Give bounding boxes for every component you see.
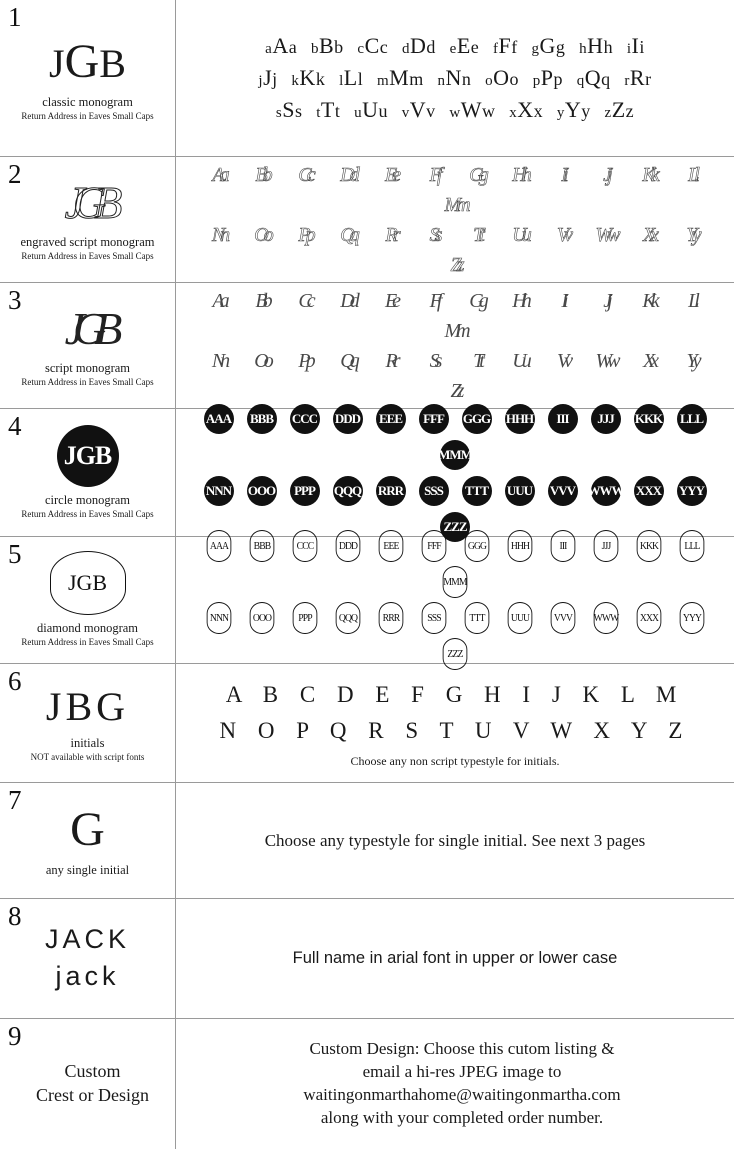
option-row-1 (0, 0, 734, 157)
circle-monogram-cell (455, 401, 498, 437)
alpha-triplet: hHh (579, 33, 614, 59)
diamond-monogram-cell (369, 528, 412, 564)
circle-monogram-cell (283, 401, 326, 437)
diamond-glyph: CCC (292, 530, 317, 562)
option-row-9 (0, 1019, 734, 1149)
option-9-note-line3: waitingonmarthahome@waitingonmartha.com (303, 1085, 621, 1104)
alpha-triplet: yYy (556, 96, 591, 122)
option-7-sample: G (70, 802, 105, 856)
diamond-monogram-cell (627, 528, 670, 564)
option-9-label (26, 1059, 149, 1108)
circle-monogram-cell (584, 401, 627, 437)
alpha-triplet: mMm (376, 65, 424, 91)
alpha-triplet: aAa (265, 33, 298, 59)
option-9-note (289, 1038, 620, 1130)
diamond-monogram-cell (498, 528, 541, 564)
option-4-right (176, 409, 734, 536)
monogram-cell: Aa (212, 289, 225, 312)
option-9-left (0, 1019, 176, 1149)
diamond-monogram-cell (283, 528, 326, 564)
monogram-grid-line-2 (184, 220, 726, 280)
alpha-triplet: gGg (531, 33, 566, 59)
monogram-cell: Yy (686, 223, 697, 246)
circle-glyph: AAA (204, 404, 234, 434)
option-9-note-line2: email a hi-res JPEG image to (362, 1062, 562, 1082)
option-1-right (176, 0, 734, 156)
diamond-glyph: NNN (206, 602, 231, 634)
alpha-triplet: vVv (401, 96, 436, 122)
monogram-cell: Nn (211, 223, 226, 246)
circle-monogram-cell (498, 401, 541, 437)
circle-glyph: KKK (634, 404, 664, 434)
monogram-cell: Xx (642, 223, 655, 246)
circle-monogram-cell (369, 401, 412, 437)
circle-glyph: ZZZ (440, 512, 470, 542)
monogram-grid-line-1 (184, 160, 726, 220)
circle-glyph: SSS (419, 476, 449, 506)
option-row-8 (0, 899, 734, 1019)
diamond-glyph: TTT (464, 602, 489, 634)
option-number-6: 6 (8, 666, 22, 696)
diamond-glyph: LLL (679, 530, 704, 562)
option-7-right (176, 783, 734, 898)
alpha-triplet: cCc (357, 33, 389, 59)
option-8-sample-lower: jack (55, 960, 120, 991)
option-3-left (0, 283, 176, 408)
circle-monogram-cell (197, 473, 240, 509)
circle-monogram-cell (412, 473, 455, 509)
option-4-subcaption: Return Address in Eaves Small Caps (21, 508, 154, 519)
diamond-grid-line-1 (184, 528, 726, 600)
diamond-glyph: AAA (206, 530, 231, 562)
diamond-monogram-cell (584, 600, 627, 636)
circle-monogram-cell (197, 401, 240, 437)
option-3-sample: JGB (64, 303, 111, 354)
monogram-cell: Vv (556, 223, 569, 246)
option-row-3 (0, 283, 734, 409)
monogram-cell: Ll (688, 289, 695, 312)
monogram-cell: Zz (450, 253, 460, 276)
circle-monogram-cell (584, 473, 627, 509)
alpha-triplet: zZz (604, 96, 635, 122)
option-row-4 (0, 409, 734, 537)
circle-monogram-cell (326, 401, 369, 437)
option-number-4: 4 (8, 411, 22, 441)
option-5-subcaption: Return Address in Eaves Small Caps (21, 637, 154, 647)
alpha-triplet: eEe (449, 33, 480, 59)
diamond-monogram-cell (326, 528, 369, 564)
circle-monogram-cell (283, 473, 326, 509)
diamond-monogram-cell (326, 600, 369, 636)
diamond-grid-line-2 (184, 600, 726, 672)
diamond-glyph: PPP (292, 602, 317, 634)
option-1-caption: classic monogram (42, 94, 133, 109)
diamond-glyph: XXX (636, 602, 661, 634)
option-4-sample: JGB (57, 425, 119, 487)
monogram-cell: Rr (385, 349, 396, 372)
option-2-sample: JGB (64, 177, 111, 228)
circle-glyph: WWW (591, 476, 621, 506)
monogram-cell: Ff (429, 163, 438, 186)
monogram-cell: Uu (512, 349, 527, 372)
diamond-glyph: OOO (249, 602, 274, 634)
monogram-cell: Uu (512, 223, 527, 246)
option-1-sample: JGB (49, 34, 126, 88)
diamond-glyph: HHH (507, 530, 532, 562)
plain-alphabet-line-1: A B C D E F G H I J K L M (225, 681, 685, 707)
monogram-cell: Mm (444, 319, 466, 342)
option-row-6 (0, 664, 734, 783)
circle-monogram-cell (412, 401, 455, 437)
diamond-glyph: DDD (335, 530, 360, 562)
diamond-monogram-cell (498, 600, 541, 636)
option-8-note: Full name in arial font in upper or lower case (292, 949, 618, 967)
monogram-cell: Cc (298, 163, 311, 186)
circle-glyph: XXX (634, 476, 664, 506)
monogram-cell: Jj (603, 163, 608, 186)
circle-glyph: HHH (505, 404, 535, 434)
monogram-cell: Oo (254, 223, 269, 246)
option-2-caption: engraved script monogram (20, 235, 155, 249)
alphabet-line-3 (272, 94, 638, 126)
option-1-left (0, 0, 176, 156)
diamond-monogram-cell (240, 528, 283, 564)
monogram-cell: Rr (385, 223, 396, 246)
monogram-cell: Qq (340, 223, 355, 246)
option-5-sample: JGB (50, 551, 126, 615)
option-number-7: 7 (8, 785, 22, 815)
option-2-subcaption: Return Address in Eaves Small Caps (21, 251, 154, 261)
monogram-cell: Zz (450, 379, 460, 402)
alpha-triplet: uUu (354, 96, 388, 122)
option-row-2 (0, 157, 734, 283)
circle-monogram-cell (240, 401, 283, 437)
circle-monogram-cell (627, 473, 670, 509)
circle-grid-line-1 (184, 401, 726, 473)
option-8-sample-upper: JACK (44, 924, 131, 955)
monogram-cell: Dd (340, 163, 355, 186)
option-5-left (0, 537, 176, 663)
diamond-glyph: KKK (636, 530, 661, 562)
monogram-cell: Kk (642, 163, 655, 186)
monogram-cell: Hh (512, 289, 527, 312)
monogram-cell: Oo (254, 349, 269, 372)
alpha-triplet: tTt (316, 96, 341, 122)
circle-glyph: DDD (333, 404, 363, 434)
alpha-triplet: nNn (437, 65, 472, 91)
monogram-cell: Aa (212, 163, 225, 186)
option-6-subcaption: NOT available with script fonts (30, 751, 145, 762)
option-9-label-line2: Crest or Design (36, 1085, 149, 1105)
option-3-subcaption: Return Address in Eaves Small Caps (21, 377, 154, 387)
diamond-glyph: WWW (593, 602, 618, 634)
diamond-monogram-cell (369, 600, 412, 636)
circle-monogram-cell (240, 473, 283, 509)
diamond-glyph: EEE (378, 530, 403, 562)
circle-glyph: EEE (376, 404, 406, 434)
option-1-subcaption: Return Address in Eaves Small Caps (21, 110, 154, 121)
option-4-caption: circle monogram (44, 492, 131, 507)
option-6-caption: initials (70, 735, 105, 750)
monogram-cell: Pp (298, 349, 311, 372)
circle-monogram-cell (670, 401, 713, 437)
monogram-cell: Xx (642, 349, 655, 372)
circle-monogram-cell (369, 473, 412, 509)
diamond-monogram-cell (670, 528, 713, 564)
alphabet-line-2 (254, 62, 655, 94)
monogram-cell: Kk (642, 289, 655, 312)
plain-alphabet-line-2: N O P Q R S T U V W X Y Z (219, 717, 691, 743)
option-9-right (176, 1019, 734, 1149)
alpha-triplet: lLl (339, 65, 364, 91)
diamond-monogram-cell (455, 528, 498, 564)
option-2-right (176, 157, 734, 282)
option-6-note: Choose any non script typestyle for initials. (350, 754, 560, 769)
circle-glyph: YYY (677, 476, 707, 506)
diamond-glyph: MMM (443, 566, 468, 598)
circle-glyph: QQQ (333, 476, 363, 506)
alpha-triplet: wWw (449, 96, 496, 122)
monogram-cell: Tt (473, 223, 480, 246)
alpha-triplet: rRr (624, 65, 652, 91)
monogram-cell: Ww (595, 223, 616, 246)
monogram-cell: Ii (561, 163, 564, 186)
diamond-glyph: BBB (249, 530, 274, 562)
circle-monogram-cell (541, 473, 584, 509)
circle-monogram-cell (498, 473, 541, 509)
diamond-glyph: ZZZ (443, 638, 468, 670)
circle-monogram-cell (541, 401, 584, 437)
option-5-right (176, 537, 734, 663)
option-5-caption: diamond monogram (36, 621, 139, 635)
option-3-caption: script monogram (44, 361, 131, 375)
circle-monogram-cell (455, 473, 498, 509)
circle-glyph: UUU (505, 476, 535, 506)
monogram-cell: Ww (595, 349, 616, 372)
monogram-cell: Vv (556, 349, 569, 372)
diamond-glyph: III (550, 530, 575, 562)
circle-monogram-cell (627, 401, 670, 437)
option-7-left (0, 783, 176, 898)
circle-glyph: RRR (376, 476, 406, 506)
diamond-glyph: FFF (421, 530, 446, 562)
monogram-cell: Qq (340, 349, 355, 372)
alpha-triplet: jJj (258, 65, 278, 91)
diamond-monogram-cell (541, 528, 584, 564)
circle-monogram-cell (670, 473, 713, 509)
option-9-note-line1: Custom Design: Choose this cutom listing & (309, 1039, 615, 1059)
diamond-glyph: QQQ (335, 602, 360, 634)
diamond-monogram-cell (455, 600, 498, 636)
monogram-cell: Jj (603, 289, 608, 312)
monogram-cell: Ee (384, 289, 397, 312)
monogram-cell: Ee (384, 163, 397, 186)
option-row-7 (0, 783, 734, 899)
alphabet-line-1 (261, 30, 649, 62)
monogram-cell: Yy (686, 349, 697, 372)
circle-glyph: VVV (548, 476, 578, 506)
circle-glyph: NNN (204, 476, 234, 506)
alpha-triplet: pPp (532, 65, 563, 91)
option-6-sample: JBG (45, 683, 130, 729)
option-3-right (176, 283, 734, 408)
option-8-left (0, 899, 176, 1018)
option-row-5 (0, 537, 734, 664)
diamond-monogram-cell (541, 600, 584, 636)
option-number-1: 1 (8, 2, 22, 32)
monogram-cell: Hh (512, 163, 527, 186)
option-number-9: 9 (8, 1021, 22, 1051)
monogram-cell: Cc (298, 289, 311, 312)
option-9-label-line1: Custom (64, 1060, 121, 1081)
circle-monogram-cell (326, 473, 369, 509)
monogram-cell: Ss (429, 349, 438, 372)
option-6-right (176, 664, 734, 782)
diamond-glyph: JJJ (593, 530, 618, 562)
monogram-cell: Tt (473, 349, 480, 372)
alpha-triplet: oOo (485, 65, 519, 91)
option-number-8: 8 (8, 901, 22, 931)
monogram-cell: Bb (255, 163, 268, 186)
monogram-cell: Gg (469, 163, 484, 186)
circle-glyph: MMM (440, 440, 470, 470)
monogram-grid-line-2 (184, 346, 726, 406)
monogram-cell: Pp (298, 223, 311, 246)
diamond-glyph: UUU (507, 602, 532, 634)
monogram-cell: Ff (429, 289, 438, 312)
option-number-5: 5 (8, 539, 22, 569)
monogram-cell: Ss (429, 223, 438, 246)
monogram-cell: Bb (255, 289, 268, 312)
circle-glyph: BBB (247, 404, 277, 434)
alpha-triplet: sSs (275, 96, 303, 122)
diamond-glyph: YYY (679, 602, 704, 634)
diamond-monogram-cell (240, 600, 283, 636)
diamond-monogram-cell (434, 564, 477, 600)
option-9-note-line4: along with your completed order number. (320, 1107, 604, 1127)
circle-glyph: PPP (290, 476, 320, 506)
option-2-left (0, 157, 176, 282)
option-7-caption: any single initial (45, 862, 130, 877)
alpha-triplet: kKk (291, 65, 326, 91)
alpha-triplet: bBb (310, 33, 344, 59)
diamond-monogram-cell (197, 528, 240, 564)
diamond-glyph: RRR (378, 602, 403, 634)
circle-glyph: GGG (462, 404, 492, 434)
circle-glyph: TTT (462, 476, 492, 506)
alpha-triplet: fFf (493, 33, 518, 59)
monogram-cell: Ll (688, 163, 695, 186)
option-4-left (0, 409, 176, 536)
option-7-note: Choose any typestyle for single initial. See next 3 pages (264, 830, 646, 850)
alpha-triplet: qQq (576, 65, 611, 91)
diamond-monogram-cell (670, 600, 713, 636)
option-number-3: 3 (8, 285, 22, 315)
diamond-glyph: VVV (550, 602, 575, 634)
monogram-cell: Nn (211, 349, 226, 372)
monogram-grid-line-1 (184, 286, 726, 346)
circle-glyph: JJJ (591, 404, 621, 434)
monogram-cell: Gg (469, 289, 484, 312)
alpha-triplet: iIi (626, 33, 645, 59)
diamond-monogram-cell (283, 600, 326, 636)
option-8-right (176, 899, 734, 1018)
diamond-monogram-cell (412, 600, 455, 636)
alpha-triplet: xXx (509, 96, 544, 122)
diamond-monogram-cell (627, 600, 670, 636)
option-6-left (0, 664, 176, 782)
diamond-glyph: GGG (464, 530, 489, 562)
option-number-2: 2 (8, 159, 22, 189)
monogram-cell: Mm (444, 193, 466, 216)
alpha-triplet: dDd (402, 33, 436, 59)
diamond-monogram-cell (412, 528, 455, 564)
circle-glyph: CCC (290, 404, 320, 434)
circle-glyph: III (548, 404, 578, 434)
circle-glyph: FFF (419, 404, 449, 434)
diamond-glyph: SSS (421, 602, 446, 634)
circle-monogram-cell (434, 437, 477, 473)
circle-glyph: LLL (677, 404, 707, 434)
monogram-cell: Dd (340, 289, 355, 312)
diamond-monogram-cell (584, 528, 627, 564)
diamond-monogram-cell (197, 600, 240, 636)
circle-glyph: OOO (247, 476, 277, 506)
monogram-cell: Ii (561, 289, 564, 312)
